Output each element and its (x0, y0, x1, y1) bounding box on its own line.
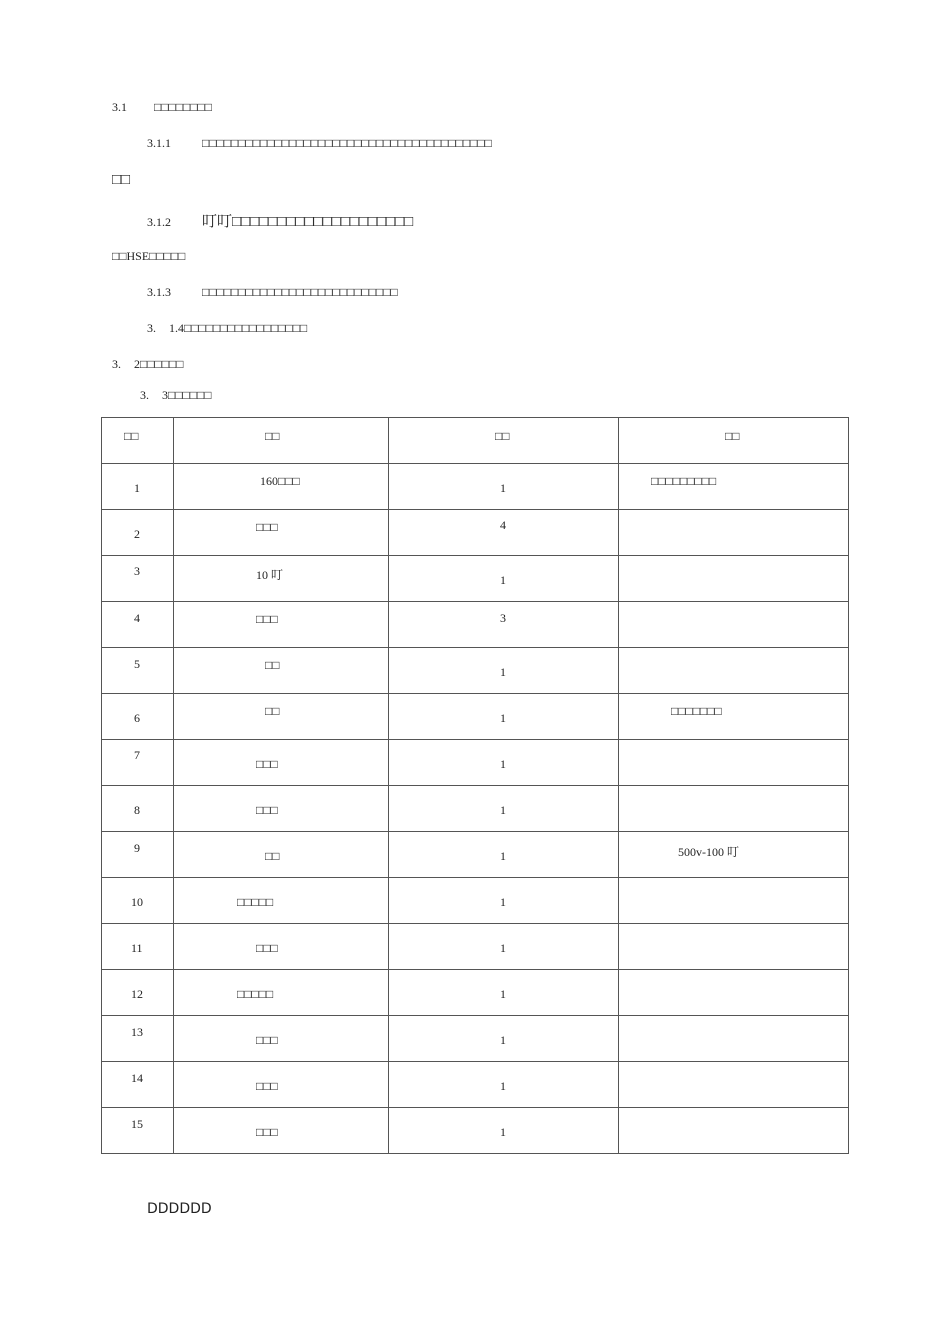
cell-index: 5 (134, 657, 140, 671)
cell-name: □□□ (256, 803, 278, 817)
header-cell: □□ (265, 429, 280, 443)
table-row (102, 1016, 849, 1062)
cell-index: 3 (134, 564, 140, 578)
cell-name: 160□□□ (260, 474, 300, 488)
cell-index: 10 (131, 895, 143, 909)
cell-qty: 1 (500, 849, 506, 863)
cell-index: 13 (131, 1025, 143, 1039)
table-header-row (102, 418, 849, 464)
table-row (102, 924, 849, 970)
cell-name: 10 叮 (256, 568, 284, 582)
cell-name: □□ (265, 658, 280, 672)
cell-index: 2 (134, 527, 140, 541)
section-text: □□□□□□□□ (154, 100, 212, 114)
table-row (102, 970, 849, 1016)
cell-qty: 1 (500, 987, 506, 1001)
section-text: □□HSE□□□□□ (112, 249, 186, 263)
section-3-1-2 (147, 210, 413, 231)
cell-qty: 1 (500, 803, 506, 817)
cell-name: □□□ (256, 1079, 278, 1093)
section-3-1-4 (147, 321, 307, 336)
section-text: 1.4□□□□□□□□□□□□□□□□□ (169, 321, 308, 335)
section-text: 叮叮□□□□□□□□□□□□□□□□□□□□ (202, 214, 414, 230)
section-number: 3.1 (112, 100, 127, 114)
cell-qty: 1 (500, 481, 506, 495)
cell-note: 500v-100 叮 (678, 845, 739, 859)
cell-name: □□ (265, 849, 280, 863)
section-text: □□□□□□□□□□□□□□□□□□□□□□□□□□□ (202, 285, 398, 299)
cell-name: □□□ (256, 520, 278, 534)
cell-name: □□□ (256, 1033, 278, 1047)
cell-qty: 1 (500, 757, 506, 771)
cell-qty: 1 (500, 573, 506, 587)
cell-index: 4 (134, 611, 140, 625)
cell-qty: 1 (500, 1079, 506, 1093)
section-text: 3□□□□□□ (162, 388, 212, 402)
cell-qty: 1 (500, 941, 506, 955)
cell-index: 1 (134, 481, 140, 495)
section-number: 3.1.1 (147, 136, 171, 150)
table-row (102, 602, 849, 648)
section-text: □□ (112, 172, 131, 188)
continuation-text (112, 172, 130, 189)
cell-name: □□□ (256, 941, 278, 955)
cell-qty: 1 (500, 711, 506, 725)
continuation-text (112, 249, 185, 264)
section-3-1 (112, 100, 212, 115)
cell-index: 12 (131, 987, 143, 1001)
cell-note: □□□□□□□□□ (651, 474, 717, 488)
cell-name: □□□ (256, 757, 278, 771)
cell-note: □□□□□□□ (671, 704, 722, 718)
cell-qty: 1 (500, 665, 506, 679)
cell-index: 9 (134, 841, 140, 855)
header-cell: □□ (124, 429, 139, 443)
section-text: □□□□□□□□□□□□□□□□□□□□□□□□□□□□□□□□□□□□□□□□ (202, 136, 492, 150)
section-number: 3. (140, 388, 149, 402)
section-number: 3.1.2 (147, 215, 171, 229)
cell-qty: 1 (500, 1033, 506, 1047)
cell-qty: 1 (500, 1125, 506, 1139)
table-row (102, 510, 849, 556)
cell-index: 14 (131, 1071, 143, 1085)
cell-qty: 4 (500, 518, 506, 532)
cell-name: □□□□□ (237, 895, 274, 909)
table-row (102, 464, 849, 510)
cell-index: 8 (134, 803, 140, 817)
section-3-2 (112, 357, 184, 372)
table-row (102, 556, 849, 602)
table-row (102, 786, 849, 832)
header-cell: □□ (725, 429, 740, 443)
table-row (102, 832, 849, 878)
table-row (102, 648, 849, 694)
cell-name: □□□□□ (237, 987, 274, 1001)
table-row (102, 878, 849, 924)
equipment-table (101, 417, 849, 1154)
section-3-3 (140, 388, 212, 403)
cell-index: 6 (134, 711, 140, 725)
cell-index: 11 (131, 941, 143, 955)
section-number: 3. (112, 357, 121, 371)
cell-qty: 1 (500, 895, 506, 909)
cell-name: □□ (265, 704, 280, 718)
table-row (102, 1108, 849, 1154)
table-row (102, 1062, 849, 1108)
section-text: 2□□□□□□ (134, 357, 184, 371)
section-3-1-3 (147, 285, 398, 300)
page-footer-text: DDDDDD (147, 1201, 212, 1217)
cell-name: □□□ (256, 1125, 278, 1139)
header-cell: □□ (495, 429, 510, 443)
cell-name: □□□ (256, 612, 278, 626)
section-number: 3.1.3 (147, 285, 171, 299)
cell-index: 7 (134, 748, 140, 762)
table-row (102, 740, 849, 786)
section-3-1-1 (147, 136, 492, 151)
cell-qty: 3 (500, 611, 506, 625)
table-row (102, 694, 849, 740)
cell-index: 15 (131, 1117, 143, 1131)
section-number: 3. (147, 321, 156, 335)
